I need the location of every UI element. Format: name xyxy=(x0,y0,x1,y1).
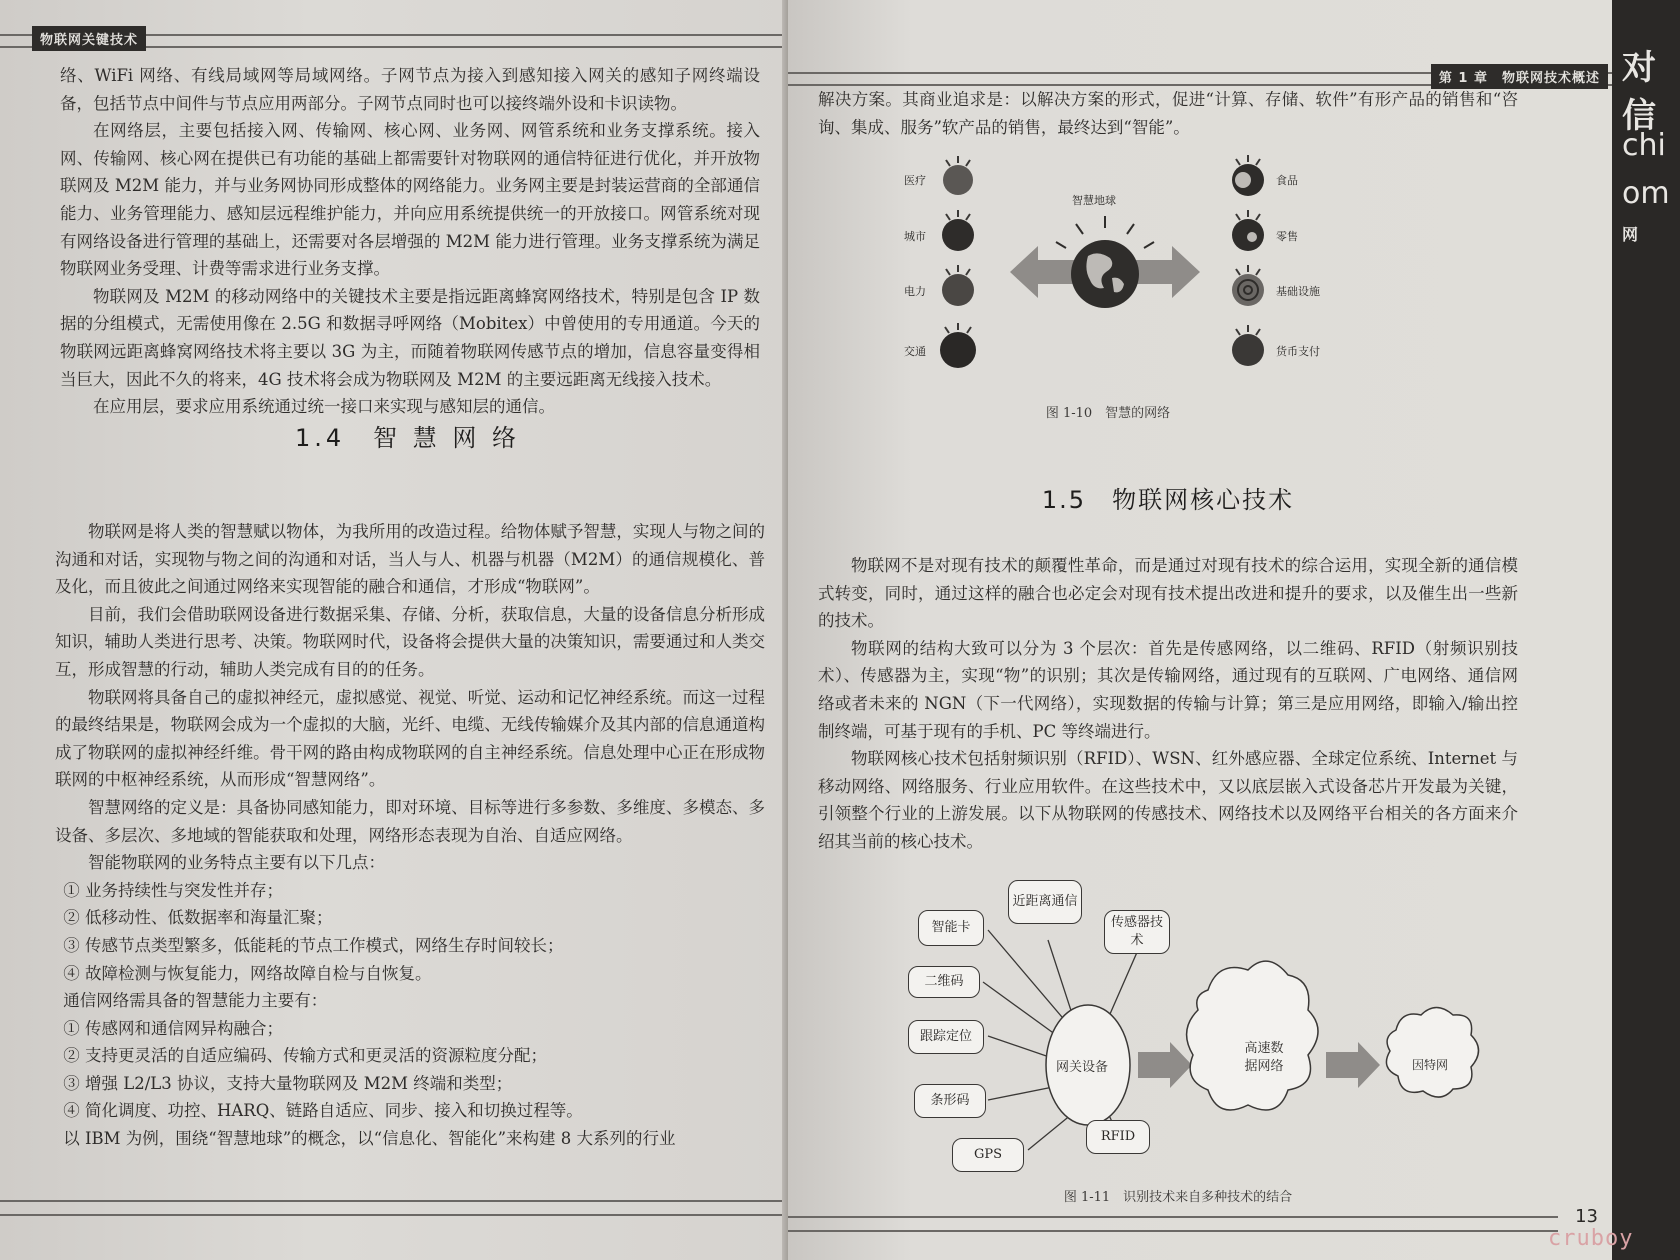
right-page xyxy=(788,0,1618,1260)
paragraph: 通信网络需具备的智慧能力主要有： xyxy=(63,991,328,1011)
paragraph: 物联网的结构大致可以分为 3 个层次：首先是传感网络，以二维码、RFID（射频识别技术）、传感器为主，实现“物”的识别；其次是传输网络，通过现有的互联网、广电网络、通信网络或者未来的 NGN（下一代网络），实现数据的传输与计算；第三是应用网络，即输入/输出控制终端，可基于现有的手机、PC 等终端进行。 xyxy=(818,638,1518,741)
paragraph: 在网络层，主要包括接入网、传输网、核心网、业务网、网管系统和业务支撑系统。接入网、传输网、核心网在提供已有功能的基础上都需要针对物联网的通信特征进行优化，并开放物联网及 M2M 能力，并与业务网协同形成整体的网络能力。业务网主要是封装运营商的全部通信能力、业务管理能力、感知层远程维护能力，并向应用系统提供统一的开放接口。网管系统对现有网络设备进行管理的基础上，还需要对各层增强的 M2M 能力进行管理。业务支撑系统为满足物联网业务受理、计费等需求进行业务支撑。 xyxy=(60,121,760,279)
watermark: cruboy xyxy=(1548,1226,1634,1251)
running-header: 物联网关键技术 xyxy=(32,26,146,51)
node-qr-code: 二维码 xyxy=(908,966,980,998)
left-label-2: 电力 xyxy=(904,285,926,298)
paragraph: ② 低移动性、低数据率和海量汇聚； xyxy=(63,908,333,928)
paragraph: 智慧网络的定义是：具备协同感知能力，即对环境、目标等进行多参数、多维度、多模态、多设备、多层次、多地域的智能获取和处理，网络形态表现为自治、自适应网络。 xyxy=(55,797,765,845)
paragraph: 络、WiFi 网络、有线局域网等局域网络。子网节点为接入到感知接入网关的感知子网终端设备，包括节点中间件与节点应用两部分。子网节点同时也可以接终端外设和卡识读物。 xyxy=(60,66,760,113)
page-number: 13 xyxy=(1575,1206,1598,1227)
globe-icon xyxy=(1071,240,1139,308)
paragraph: 物联网是将人类的智慧赋以物体，为我所用的改造过程。给物体赋予智慧，实现人与物之间的沟通和对话，实现物与物之间的沟通和对话，当人与人、机器与机器（M2M）的通信规模化、普及化，而且彼此之间通过网络来实现智能的融合和通信，才形成“物联网”。 xyxy=(55,522,765,597)
node-sensor: 传感器技术 xyxy=(1104,910,1170,954)
right-arrow-icon xyxy=(1136,246,1200,298)
paragraph: 智能物联网的业务特点主要有以下几点： xyxy=(88,853,385,873)
paragraph: ① 传感网和通信网异构融合； xyxy=(63,1018,283,1038)
left-page xyxy=(0,0,790,1260)
side-book-text: 网 xyxy=(1622,225,1639,244)
cloud-1-label: 高速数据网络 xyxy=(1244,1041,1284,1074)
right-body-text xyxy=(818,552,1518,856)
intro-paragraph: 解决方案。其商业追求是：以解决方案的形式，促进“计算、存储、软件”有形产品的销售和“咨询、集成、服务”软产品的销售，最终达到“智能”。 xyxy=(818,90,1518,137)
paragraph: 物联网不是对现有技术的颠覆性革命，而是通过对现有技术的综合运用，实现全新的通信模式转变，同时，通过这样的融合也必定会对现有技术提出改进和提升的要求，以及催生出一些新的技术。 xyxy=(818,556,1518,631)
left-label-3: 交通 xyxy=(904,345,926,358)
node-gps: GPS xyxy=(952,1138,1024,1172)
figure-1-11-caption: 图 1-11 识别技术来自多种技术的结合 xyxy=(1063,1190,1293,1205)
node-near-field: 近距离通信 xyxy=(1008,880,1082,924)
arrow-right-icon-2 xyxy=(1326,1042,1380,1088)
adjacent-book xyxy=(1612,0,1680,1260)
paragraph: ② 支持更灵活的自适应编码、传输方式和更灵活的资源粒度分配； xyxy=(63,1046,547,1066)
cloud-2-label: 因特网 xyxy=(1412,1058,1449,1072)
node-rfid: RFID xyxy=(1086,1120,1150,1154)
side-book-text: 信 xyxy=(1622,96,1656,136)
paragraph: 目前，我们会借助联网设备进行数据采集、存储、分析，获取信息，大量的设备信息分析形成知识，辅助人类进行思考、决策。物联网时代，设备将会提供大量的决策知识，需要通过和人类交互，形成智慧的行动，辅助人类完成有目的的任务。 xyxy=(55,604,765,679)
center-label: 智慧地球 xyxy=(1072,194,1116,207)
footer-rule xyxy=(0,1200,790,1216)
paragraph: 物联网将具备自己的虚拟神经元，虚拟感觉、视觉、听觉、运动和记忆神经系统。而这一过程的最终结果是，物联网会成为一个虚拟的大脑，光纤、电缆、无线传输媒介及其内部的信息通道构成了物联网的虚拟神经纤维。骨干网的路由构成物联网的自主神经系统。信息处理中心正在形成物联网的中枢神经系统，从而形成“智慧网络”。 xyxy=(55,687,765,790)
right-label-1: 零售 xyxy=(1276,230,1298,243)
paragraph: 以 IBM 为例，围绕“智慧地球”的概念，以“信息化、智能化”来构建 8 大系列的行业 xyxy=(63,1129,676,1149)
smart-network-diagram xyxy=(898,150,1318,400)
paragraph: 物联网及 M2M 的移动网络中的关键技术主要是指远距离蜂窝网络技术，特别是包含 IP 数据的分组模式，无需使用像在 2.5G 和数据寻呼网络（Mobitex）中曾使用的专用通道。今天的物联网远距离蜂窝网络技术将主要以 3G 为主，而随着物联网传感节点的增加，信息容量变得相当巨大，因此不久的将来，4G 技术将会成为物联网及 M2M 的主要远距离无线接入技术。 xyxy=(60,286,760,389)
chapter-header: 第 1 章 物联网技术概述 xyxy=(1431,64,1608,89)
right-label-3: 货币支付 xyxy=(1276,345,1320,358)
paragraph: ③ 增强 L2/L3 协议，支持大量物联网及 M2M 终端和类型； xyxy=(63,1073,513,1093)
paragraph: ④ 简化调度、功控、HARQ、链路自适应、同步、接入和切换过程等。 xyxy=(63,1101,583,1121)
right-burst-icons xyxy=(1232,155,1264,366)
paragraph: ③ 传感节点类型繁多，低能耗的节点工作模式，网络生存时间较长； xyxy=(63,935,564,955)
arrow-right-icon-1 xyxy=(1138,1042,1192,1088)
node-smart-card: 智能卡 xyxy=(918,910,984,946)
cloud-internet xyxy=(1386,1008,1478,1098)
hub-label: 网关设备 xyxy=(1056,1060,1109,1075)
section-title-1-4: 1.4 智 慧 网 络 xyxy=(294,424,521,452)
figure-1-11 xyxy=(908,880,1508,1210)
left-label-1: 城市 xyxy=(904,230,926,243)
node-tracking: 跟踪定位 xyxy=(908,1020,984,1054)
right-label-0: 食品 xyxy=(1276,174,1298,187)
side-book-text: 对 xyxy=(1622,48,1656,88)
left-main-text xyxy=(55,518,765,1153)
left-arrow-icon xyxy=(1010,246,1074,298)
paragraph: ④ 故障检测与恢复能力，网络故障自检与自恢复。 xyxy=(63,963,432,983)
right-label-2: 基础设施 xyxy=(1276,285,1320,298)
header-rule xyxy=(788,60,1618,86)
node-barcode: 条形码 xyxy=(914,1084,986,1118)
side-book-text: chi xyxy=(1622,128,1666,163)
left-burst-icons xyxy=(940,156,976,368)
paragraph: ① 业务持续性与突发性并存； xyxy=(63,880,283,900)
side-book-text: om xyxy=(1622,176,1670,211)
left-label-0: 医疗 xyxy=(904,174,926,187)
header-rule xyxy=(0,22,790,48)
footer-rule xyxy=(788,1216,1558,1232)
identification-diagram xyxy=(908,880,1508,1180)
figure-1-10 xyxy=(898,150,1318,420)
left-top-text xyxy=(60,62,760,421)
section-title-1-5: 1.5 物联网核心技术 xyxy=(1041,486,1295,514)
figure-1-10-caption: 图 1-10 智慧的网络 xyxy=(1045,406,1171,421)
paragraph: 物联网核心技术包括射频识别（RFID）、WSN、红外感应器、全球定位系统、Internet 与移动网络、网络服务、行业应用软件。在这些技术中，又以底层嵌入式设备芯片开发最为关键，引领整个行业的上游发展。以下从物联网的传感技术、网络技术以及网络平台相关的各方面来介绍其当前的核心技术。 xyxy=(818,749,1518,851)
paragraph: 在应用层，要求应用系统通过统一接口来实现与感知层的通信。 xyxy=(93,397,555,417)
cloud-data-network xyxy=(1187,961,1318,1110)
